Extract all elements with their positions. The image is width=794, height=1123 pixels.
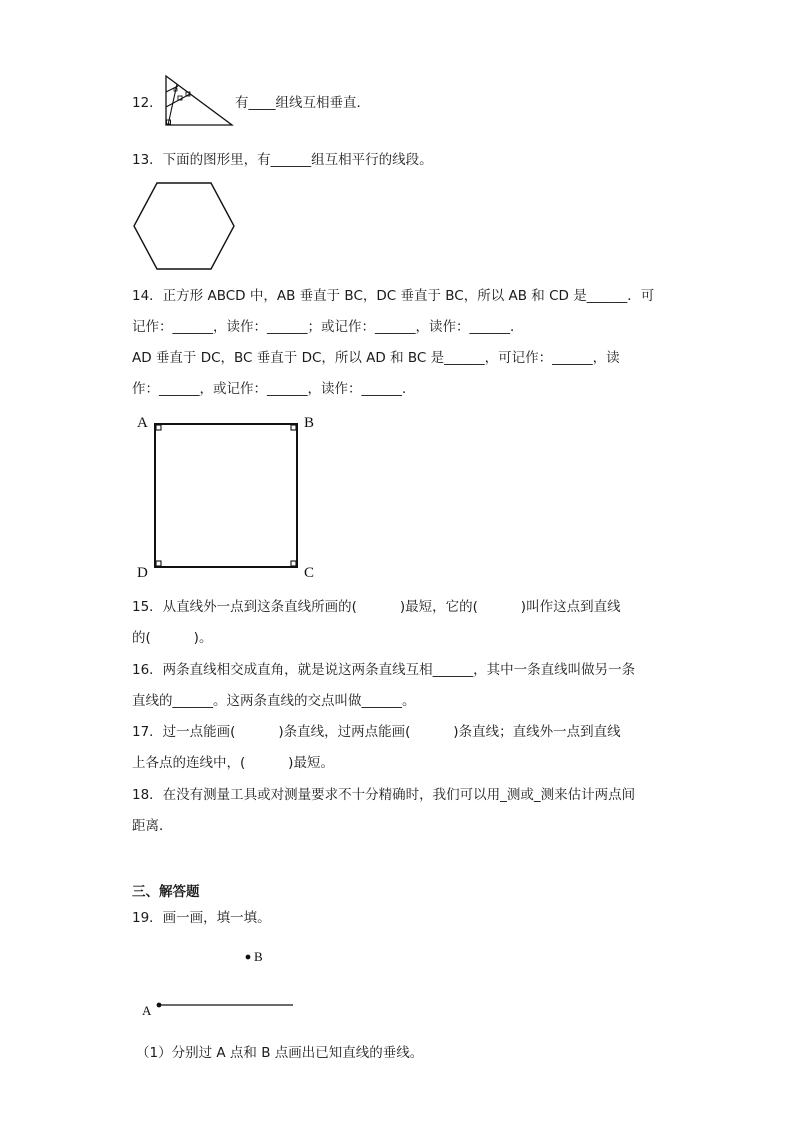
q15-line-1: 15．从直线外一点到这条直线所画的( )最短，它的( )叫作这点到直线	[132, 599, 621, 615]
square-abcd-figure	[130, 410, 330, 585]
q12-question: 有____组线互相垂直．	[235, 95, 370, 111]
q12-triangle-figure	[160, 74, 240, 128]
vertex-label-a: A	[137, 415, 148, 431]
vertex-label-d: D	[137, 565, 148, 581]
vertex-label-c: C	[304, 565, 315, 581]
vertex-label-b: B	[304, 415, 315, 431]
section-title: 三、解答题	[132, 884, 200, 900]
q14-line-4: 作：______，或记作：______，读作：______．	[132, 381, 416, 397]
q14-line-3: AD 垂直于 DC，BC 垂直于 DC，所以 AD 和 BC 是______，可记作：______，读	[132, 350, 620, 366]
q16-line-1: 16．两条直线相交成直角，就是说这两条直线互相______，其中一条直线叫做另一条	[132, 662, 636, 678]
q19-figure	[138, 944, 308, 1024]
hexagon-figure	[132, 181, 236, 271]
q12-number: 12．	[132, 95, 163, 111]
q17-line-2: 上各点的连线中，( )最短。	[132, 755, 334, 771]
q19-question: 19．画一画，填一填。	[132, 910, 271, 926]
q15-line-2: 的( )。	[132, 630, 213, 646]
q18-line-2: 距离．	[132, 818, 173, 834]
q14-line-2: 记作：______，读作：______；或记作：______，读作：______．	[132, 319, 524, 335]
q14-line-1: 14．正方形 ABCD 中，AB 垂直于 BC，DC 垂直于 BC，所以 AB 和 CD 是______．可	[132, 288, 655, 304]
q17-line-1: 17．过一点能画( )条直线，过两点能画( )条直线；直线外一点到直线	[132, 724, 621, 740]
point-label-b: B	[254, 949, 263, 964]
q18-line-1: 18．在没有测量工具或对测量要求不十分精确时，我们可以用_测或_测来估计两点间	[132, 787, 636, 803]
q19-subquestion-1: （1）分别过 A 点和 B 点画出已知直线的垂线。	[136, 1045, 424, 1061]
q13-question: 13．下面的图形里，有______组互相平行的线段。	[132, 152, 433, 168]
point-label-a: A	[142, 1003, 152, 1018]
q16-line-2: 直线的______。这两条直线的交点叫做______。	[132, 693, 416, 709]
